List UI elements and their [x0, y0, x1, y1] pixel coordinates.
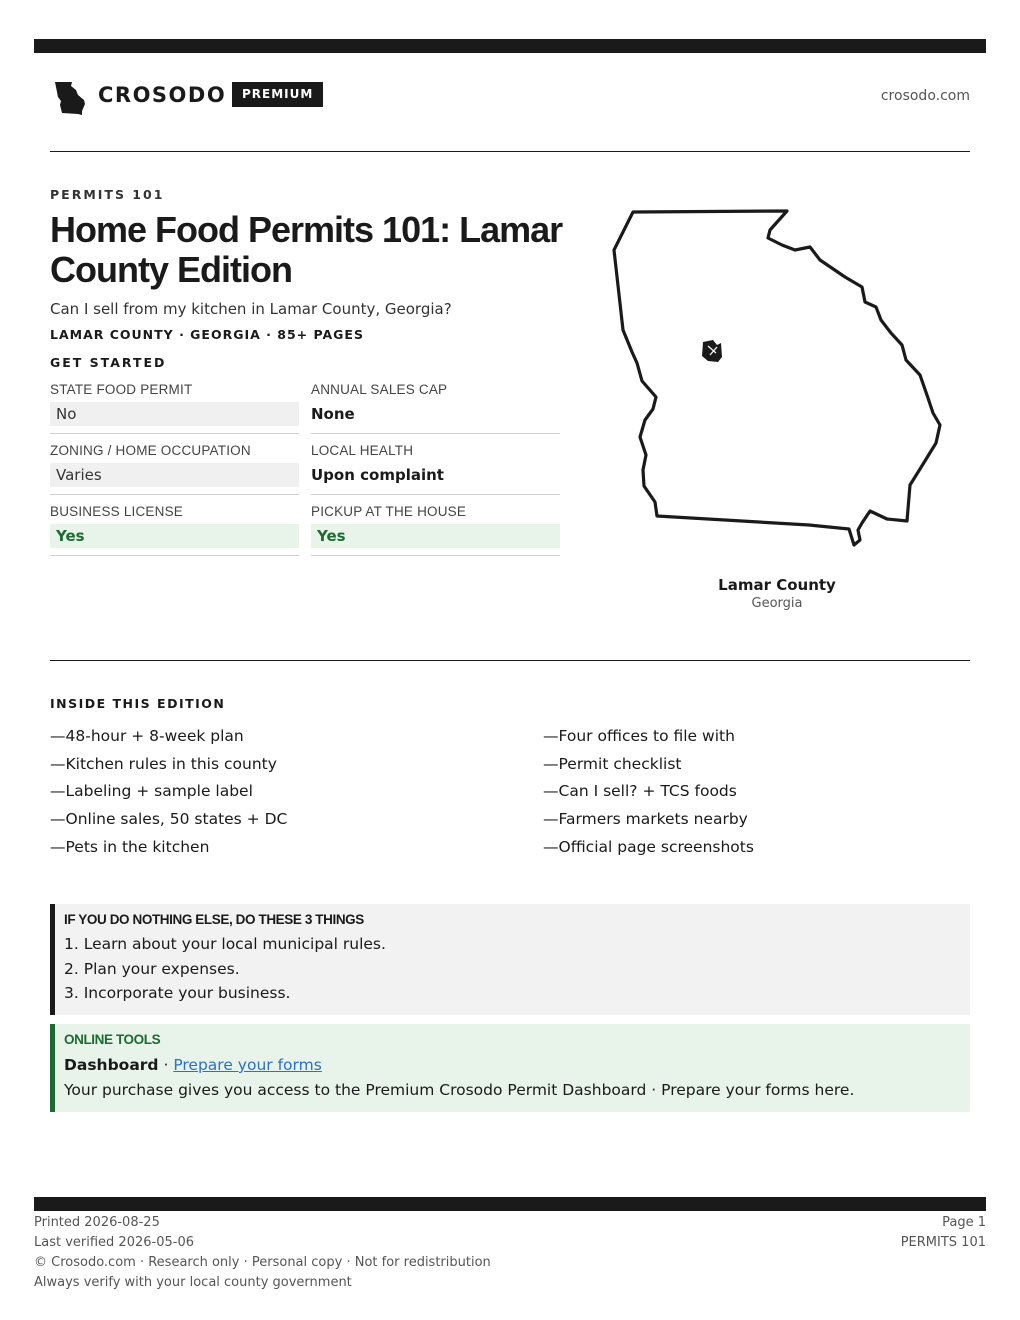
fact-state-food-permit — [50, 382, 299, 434]
toc-item: —Online sales, 50 states + DC — [50, 810, 288, 829]
page-number: Page 1 — [942, 1215, 986, 1230]
callout-step: 2. Plan your expenses. — [64, 959, 240, 978]
toc-item: —Permit checklist — [543, 754, 682, 773]
fact-local-health — [311, 443, 560, 495]
edition-meta: LAMAR COUNTY · GEORGIA · 85+ PAGES — [50, 327, 364, 342]
dashboard-row — [64, 1053, 970, 1078]
online-tools-callout — [50, 1024, 970, 1112]
dashboard-description: Your purchase gives you access to the Premium Crosodo Permit Dashboard · Prepare your forms here. — [64, 1081, 855, 1099]
callout-heading: ONLINE TOOLS — [64, 1032, 161, 1047]
footer-left — [34, 1213, 491, 1293]
fact-label: STATE FOOD PERMIT — [50, 382, 193, 397]
page-title: Home Food Permits 101: Lamar County Edition — [50, 209, 563, 290]
toc-item: —Pets in the kitchen — [50, 837, 210, 856]
footer-section: PERMITS 101 — [900, 1235, 986, 1250]
printed-date: Printed 2026-08-25 — [34, 1215, 160, 1230]
georgia-logo-icon — [52, 80, 88, 116]
toc-right — [543, 723, 963, 862]
separator: · — [158, 1056, 174, 1074]
dashboard-label: Dashboard — [64, 1056, 159, 1074]
callout-heading: IF YOU DO NOTHING ELSE, DO THESE 3 THINGS — [64, 912, 364, 927]
fact-zoning — [50, 443, 299, 495]
fact-value: Yes — [50, 524, 299, 548]
footer-right — [901, 1213, 986, 1253]
toc-item: —Labeling + sample label — [50, 782, 253, 801]
toc-item: —Official page screenshots — [543, 837, 754, 856]
state-outline-map — [600, 205, 950, 555]
top-bar — [34, 39, 986, 53]
georgia-outline — [614, 211, 940, 545]
fact-pickup — [311, 504, 560, 556]
inside-heading: INSIDE THIS EDITION — [50, 696, 226, 711]
fact-business-license — [50, 504, 299, 556]
prepare-forms-link[interactable]: Prepare your forms — [173, 1056, 322, 1074]
fact-label: BUSINESS LICENSE — [50, 504, 183, 519]
toc-item: —Can I sell? + TCS foods — [543, 782, 737, 801]
fact-value: None — [311, 405, 355, 423]
fact-label: PICKUP AT THE HOUSE — [311, 504, 467, 519]
bottom-bar — [34, 1197, 986, 1211]
fact-value: No — [50, 402, 299, 426]
fact-value: Varies — [50, 463, 299, 487]
callout-step: 3. Incorporate your business. — [64, 984, 291, 1002]
page-subtitle: Can I sell from my kitchen in Lamar County, Georgia? — [50, 300, 452, 318]
toc-item: —48-hour + 8-week plan — [50, 727, 244, 745]
county-marker-icon — [702, 340, 722, 362]
disclaimer: Always verify with your local county government — [34, 1275, 352, 1290]
toc-item: —Four offices to file with — [543, 727, 735, 745]
three-things-callout — [50, 904, 970, 1015]
header — [52, 78, 970, 118]
fact-value: Upon complaint — [311, 466, 444, 484]
fact-label: ZONING / HOME OCCUPATION — [50, 443, 251, 458]
section-kicker: PERMITS 101 — [50, 187, 165, 202]
fact-value: Yes — [311, 524, 560, 548]
copyright: © Crosodo.com · Research only · Personal copy · Not for redistribution — [34, 1255, 491, 1270]
premium-badge: PREMIUM — [232, 82, 323, 107]
map-state-name: Georgia — [751, 596, 803, 611]
callout-step: 1. Learn about your local municipal rules. — [64, 935, 386, 953]
toc-item: —Farmers markets nearby — [543, 810, 748, 829]
fact-label: ANNUAL SALES CAP — [311, 382, 448, 397]
site-url[interactable]: crosodo.com — [880, 88, 970, 104]
fact-annual-sales-cap — [311, 382, 560, 434]
toc-left — [50, 723, 470, 862]
verified-date: Last verified 2026-05-06 — [34, 1235, 194, 1250]
get-started-heading: GET STARTED — [50, 355, 167, 370]
fact-label: LOCAL HEALTH — [311, 443, 414, 458]
header-divider — [50, 151, 970, 152]
section-divider — [50, 660, 970, 661]
brand-name[interactable]: CROSODO — [98, 83, 227, 107]
toc-item: —Kitchen rules in this county — [50, 754, 277, 773]
map-county-name: Lamar County — [718, 576, 836, 594]
